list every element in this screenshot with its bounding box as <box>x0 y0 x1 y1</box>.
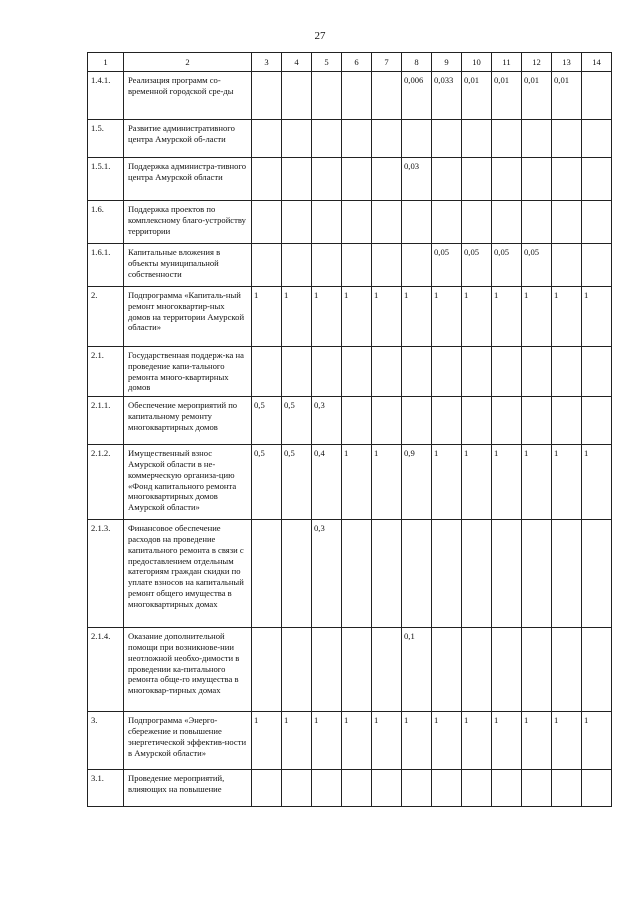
value-cell: 0,006 <box>402 72 432 120</box>
value-cell <box>312 120 342 158</box>
value-cell <box>312 158 342 201</box>
row-name: Оказание дополнительной помощи при возникнове-нии неотложной необхо-димости в проведении ка-питального ремонта обще-го имущества в многоквар-тирных домах <box>124 628 252 712</box>
value-cell: 1 <box>342 287 372 347</box>
value-cell <box>372 244 402 287</box>
value-cell: 0,01 <box>522 72 552 120</box>
row-number: 3.1. <box>88 770 124 807</box>
value-cell <box>522 397 552 445</box>
row-name: Проведение мероприятий, влияющих на повышение <box>124 770 252 807</box>
row-number: 1.6. <box>88 201 124 244</box>
value-cell <box>282 770 312 807</box>
value-cell <box>462 158 492 201</box>
row-name: Подпрограмма «Капиталь-ный ремонт многоквартир-ных домов на территории Амурской области» <box>124 287 252 347</box>
value-cell: 0,05 <box>432 244 462 287</box>
value-cell <box>372 770 402 807</box>
value-cell: 0,5 <box>252 397 282 445</box>
value-cell: 1 <box>582 287 612 347</box>
value-cell <box>492 201 522 244</box>
column-header: 13 <box>552 53 582 72</box>
value-cell <box>252 244 282 287</box>
value-cell <box>552 520 582 628</box>
value-cell <box>312 72 342 120</box>
row-name: Государственная поддерж-ка на проведение капи-тального ремонта много-квартирных домов <box>124 347 252 397</box>
value-cell: 0,01 <box>462 72 492 120</box>
column-header: 8 <box>402 53 432 72</box>
value-cell <box>492 628 522 712</box>
value-cell <box>522 201 552 244</box>
value-cell <box>582 397 612 445</box>
value-cell: 1 <box>492 287 522 347</box>
column-header: 4 <box>282 53 312 72</box>
value-cell <box>402 244 432 287</box>
value-cell <box>252 770 282 807</box>
value-cell <box>462 628 492 712</box>
value-cell: 1 <box>312 287 342 347</box>
value-cell <box>582 347 612 397</box>
row-name: Имущественный взнос Амурской области в не-коммерческую организа-цию «Фонд капитального ремонта многоквартирных домов Амурской области» <box>124 445 252 520</box>
value-cell: 0,5 <box>282 397 312 445</box>
value-cell: 0,05 <box>462 244 492 287</box>
table-header-row <box>88 53 612 72</box>
value-cell <box>252 628 282 712</box>
row-number: 2.1.1. <box>88 397 124 445</box>
value-cell <box>282 244 312 287</box>
value-cell <box>342 628 372 712</box>
value-cell <box>492 347 522 397</box>
value-cell: 0,03 <box>402 158 432 201</box>
value-cell <box>582 120 612 158</box>
value-cell <box>582 770 612 807</box>
value-cell: 1 <box>342 445 372 520</box>
value-cell <box>492 397 522 445</box>
column-header: 3 <box>252 53 282 72</box>
value-cell <box>492 520 522 628</box>
value-cell: 1 <box>552 287 582 347</box>
value-cell <box>522 120 552 158</box>
table-row <box>88 72 612 120</box>
value-cell <box>462 520 492 628</box>
value-cell <box>552 770 582 807</box>
value-cell <box>252 158 282 201</box>
value-cell <box>342 244 372 287</box>
value-cell: 1 <box>492 712 522 770</box>
value-cell <box>552 201 582 244</box>
row-name: Реализация программ со-временной городской сре-ды <box>124 72 252 120</box>
value-cell: 1 <box>552 712 582 770</box>
value-cell <box>312 347 342 397</box>
row-name: Подпрограмма «Энерго-сбережение и повышение энергетической эффектив-ности в Амурской области» <box>124 712 252 770</box>
value-cell <box>282 347 312 397</box>
value-cell: 1 <box>522 445 552 520</box>
column-header: 14 <box>582 53 612 72</box>
value-cell: 1 <box>252 712 282 770</box>
value-cell <box>372 347 402 397</box>
value-cell <box>552 244 582 287</box>
value-cell <box>462 201 492 244</box>
value-cell <box>282 120 312 158</box>
value-cell <box>582 520 612 628</box>
value-cell <box>282 201 312 244</box>
row-name: Поддержка проектов по комплексному благо-устройству территории <box>124 201 252 244</box>
value-cell <box>282 158 312 201</box>
value-cell <box>252 201 282 244</box>
value-cell: 1 <box>282 287 312 347</box>
row-name: Развитие административного центра Амурской об-ласти <box>124 120 252 158</box>
column-header: 12 <box>522 53 552 72</box>
column-header: 6 <box>342 53 372 72</box>
value-cell: 1 <box>402 712 432 770</box>
value-cell <box>372 628 402 712</box>
table-row <box>88 770 612 807</box>
value-cell: 0,01 <box>492 72 522 120</box>
value-cell: 0,3 <box>312 520 342 628</box>
column-header: 9 <box>432 53 462 72</box>
value-cell: 0,9 <box>402 445 432 520</box>
value-cell <box>582 244 612 287</box>
row-number: 2.1.2. <box>88 445 124 520</box>
value-cell <box>582 72 612 120</box>
value-cell <box>402 120 432 158</box>
value-cell <box>252 347 282 397</box>
row-name: Поддержка администра-тивного центра Амурской области <box>124 158 252 201</box>
value-cell <box>432 520 462 628</box>
value-cell <box>342 120 372 158</box>
value-cell: 0,5 <box>252 445 282 520</box>
table-row <box>88 347 612 397</box>
value-cell <box>432 201 462 244</box>
row-number: 2. <box>88 287 124 347</box>
table-row <box>88 628 612 712</box>
value-cell <box>522 347 552 397</box>
column-header: 1 <box>88 53 124 72</box>
value-cell <box>462 347 492 397</box>
value-cell: 1 <box>582 445 612 520</box>
table-row <box>88 445 612 520</box>
table-row <box>88 158 612 201</box>
value-cell <box>492 158 522 201</box>
value-cell: 0,4 <box>312 445 342 520</box>
value-cell <box>552 120 582 158</box>
value-cell: 1 <box>342 712 372 770</box>
value-cell <box>282 628 312 712</box>
row-number: 1.5.1. <box>88 158 124 201</box>
value-cell <box>522 158 552 201</box>
value-cell <box>342 770 372 807</box>
value-cell: 1 <box>402 287 432 347</box>
table-row <box>88 287 612 347</box>
indicator-table <box>87 52 612 807</box>
value-cell <box>372 397 402 445</box>
value-cell: 1 <box>462 712 492 770</box>
value-cell: 0,05 <box>492 244 522 287</box>
value-cell <box>462 120 492 158</box>
value-cell: 1 <box>522 712 552 770</box>
value-cell <box>252 72 282 120</box>
value-cell <box>282 520 312 628</box>
value-cell <box>282 72 312 120</box>
column-header: 5 <box>312 53 342 72</box>
value-cell <box>432 770 462 807</box>
value-cell <box>372 201 402 244</box>
value-cell: 1 <box>522 287 552 347</box>
value-cell: 1 <box>462 287 492 347</box>
value-cell <box>312 628 342 712</box>
value-cell <box>312 201 342 244</box>
value-cell <box>492 770 522 807</box>
value-cell: 0,01 <box>552 72 582 120</box>
value-cell <box>552 628 582 712</box>
row-number: 2.1.3. <box>88 520 124 628</box>
table-row <box>88 244 612 287</box>
value-cell: 1 <box>312 712 342 770</box>
value-cell: 0,033 <box>432 72 462 120</box>
value-cell: 1 <box>432 445 462 520</box>
row-number: 2.1.4. <box>88 628 124 712</box>
value-cell <box>252 120 282 158</box>
value-cell <box>342 201 372 244</box>
page-number: 27 <box>314 30 326 42</box>
value-cell: 0,05 <box>522 244 552 287</box>
value-cell <box>432 347 462 397</box>
value-cell <box>582 628 612 712</box>
column-header: 7 <box>372 53 402 72</box>
value-cell <box>462 397 492 445</box>
value-cell <box>402 347 432 397</box>
value-cell <box>342 520 372 628</box>
value-cell <box>402 397 432 445</box>
value-cell <box>432 158 462 201</box>
value-cell: 1 <box>432 712 462 770</box>
table-row <box>88 397 612 445</box>
row-number: 2.1. <box>88 347 124 397</box>
value-cell <box>522 770 552 807</box>
value-cell <box>582 201 612 244</box>
row-number: 1.5. <box>88 120 124 158</box>
table-row <box>88 201 612 244</box>
value-cell <box>552 397 582 445</box>
value-cell <box>312 770 342 807</box>
value-cell <box>342 347 372 397</box>
value-cell <box>402 201 432 244</box>
column-header: 11 <box>492 53 522 72</box>
value-cell <box>582 158 612 201</box>
value-cell <box>372 520 402 628</box>
value-cell <box>492 120 522 158</box>
value-cell <box>372 72 402 120</box>
value-cell: 0,3 <box>312 397 342 445</box>
value-cell <box>552 347 582 397</box>
value-cell <box>402 770 432 807</box>
row-name: Капитальные вложения в объекты муниципальной собственности <box>124 244 252 287</box>
value-cell <box>552 158 582 201</box>
value-cell <box>342 397 372 445</box>
value-cell: 1 <box>282 712 312 770</box>
row-number: 1.4.1. <box>88 72 124 120</box>
table-row <box>88 712 612 770</box>
column-header: 10 <box>462 53 492 72</box>
value-cell <box>462 770 492 807</box>
value-cell: 1 <box>462 445 492 520</box>
value-cell <box>432 120 462 158</box>
value-cell: 1 <box>372 712 402 770</box>
value-cell: 1 <box>372 287 402 347</box>
value-cell <box>252 520 282 628</box>
value-cell <box>372 158 402 201</box>
row-number: 3. <box>88 712 124 770</box>
value-cell <box>432 628 462 712</box>
table-row <box>88 120 612 158</box>
value-cell: 1 <box>372 445 402 520</box>
value-cell <box>372 120 402 158</box>
row-name: Обеспечение мероприятий по капитальному ремонту многоквартирных домов <box>124 397 252 445</box>
value-cell <box>432 397 462 445</box>
value-cell <box>522 628 552 712</box>
value-cell: 1 <box>252 287 282 347</box>
row-name: Финансовое обеспечение расходов на проведение капитального ремонта в связи с предоставлением отдельным категориям граждан скидки по уплате взносов на капитальный ремонт общего имущества в многоквартирных домах <box>124 520 252 628</box>
value-cell <box>342 158 372 201</box>
value-cell <box>522 520 552 628</box>
value-cell <box>342 72 372 120</box>
value-cell: 1 <box>492 445 522 520</box>
value-cell: 1 <box>432 287 462 347</box>
value-cell: 0,5 <box>282 445 312 520</box>
value-cell: 1 <box>552 445 582 520</box>
value-cell: 0,1 <box>402 628 432 712</box>
column-header: 2 <box>124 53 252 72</box>
value-cell <box>312 244 342 287</box>
row-number: 1.6.1. <box>88 244 124 287</box>
value-cell <box>402 520 432 628</box>
table-row <box>88 520 612 628</box>
value-cell: 1 <box>582 712 612 770</box>
